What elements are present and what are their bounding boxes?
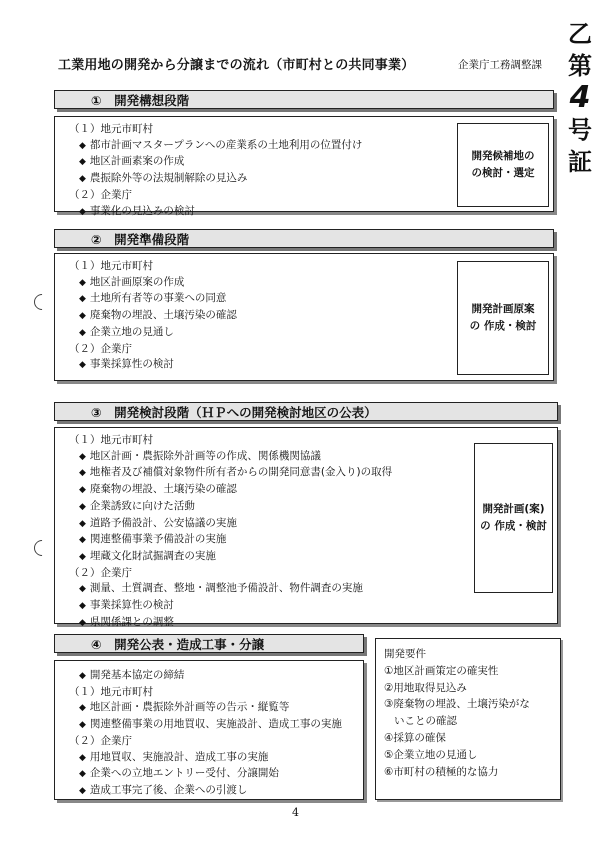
department-name: 企業庁工務調整課: [458, 59, 542, 71]
stage-1-content: [65, 122, 362, 220]
bullet-item: [65, 204, 362, 221]
bullet-text: 地区計画・農振除外計画等の告示・縦覧等: [89, 701, 290, 714]
bullet-text: 都市計画マスタープランへの産業系の土地利用の位置付け: [89, 138, 363, 151]
stage-2-box: [54, 253, 554, 381]
bullet-item: [65, 308, 237, 325]
bullet-text: 県関係課との調整: [89, 615, 174, 628]
diamond-bullet-icon: ◆: [79, 174, 86, 185]
requirements-list: [384, 646, 530, 780]
bullet-item: [65, 171, 362, 188]
bullet-item: [65, 291, 237, 308]
diamond-bullet-icon: ◆: [79, 140, 86, 151]
bullet-item: [65, 465, 392, 482]
stage-4-header: ④ 開発公表・造成工事・分譲: [54, 634, 364, 653]
page-title: 工業用地の開発から分譲までの流れ（市町村との共同事業）: [58, 58, 415, 73]
bullet-text: 埋蔵文化財試掘調査の実施: [89, 549, 216, 562]
bullet-item: [65, 357, 237, 374]
bullet-item: [65, 325, 237, 342]
bullet-text: 事業採算性の検討: [89, 599, 174, 612]
diamond-bullet-icon: ◆: [79, 671, 86, 681]
exhibit-number: 4: [569, 80, 591, 115]
summary-line: 開発計画(案): [482, 503, 545, 515]
bullet-item: [65, 581, 392, 598]
subsection-heading: （１）地元市町村: [69, 685, 153, 698]
requirement-item: ①地区計画策定の確実性: [384, 664, 499, 677]
bullet-item: [65, 766, 342, 783]
stage-4-content: [65, 668, 342, 800]
stage-3-header: ③ 開発検討段階（ＨＰへの開発検討地区の公表）: [54, 402, 558, 421]
bullet-text: 企業誘致に向けた活動: [89, 499, 195, 512]
summary-line: の検討・選定: [471, 167, 535, 179]
diamond-bullet-icon: ◆: [79, 752, 86, 763]
punch-hole-mark: [31, 537, 54, 560]
stage-3-summary-box: [474, 443, 553, 593]
exhibit-char: 乙: [568, 19, 592, 48]
stage-2-content: [65, 259, 237, 374]
bullet-text: 農振除外等の法規制解除の見込み: [89, 172, 248, 185]
diamond-bullet-icon: ◆: [79, 206, 86, 217]
stage-1-summary-box: [457, 123, 549, 207]
bullet-text: 道路予備設計、公安協議の実施: [89, 516, 237, 529]
summary-line: 開発候補地の: [471, 150, 535, 162]
bullet-text: 企業への立地エントリー受付、分譲開始: [89, 767, 279, 780]
punch-hole-mark: [31, 291, 54, 314]
diamond-bullet-icon: ◆: [79, 485, 86, 496]
development-requirements-box: [375, 638, 561, 800]
diamond-bullet-icon: ◆: [79, 535, 86, 546]
bullet-item: [65, 449, 392, 466]
diamond-bullet-icon: ◆: [79, 468, 86, 479]
subsection-heading: （１）地元市町村: [69, 123, 153, 135]
bullet-item: [65, 275, 237, 292]
stage-3-content: [65, 433, 392, 631]
bullet-text: 事業化の見込みの検討: [89, 204, 195, 217]
bullet-item: [65, 598, 392, 615]
diamond-bullet-icon: ◆: [79, 518, 86, 529]
bullet-item: [65, 615, 392, 632]
stage-3-box: [54, 427, 558, 628]
bullet-item: [65, 154, 362, 171]
bullet-item: [65, 516, 392, 533]
bullet-item: [65, 668, 342, 685]
diamond-bullet-icon: ◆: [79, 617, 86, 628]
subsection-heading: （２）企業庁: [69, 566, 132, 579]
requirements-title: 開発要件: [384, 648, 426, 660]
stage-4-box: [54, 660, 364, 800]
requirement-item: ③廃棄物の埋設、土壌汚染がな: [384, 698, 530, 711]
exhibit-stamp: [560, 18, 600, 178]
requirement-item: ⑥市町村の積極的な協力: [384, 765, 499, 778]
bullet-text: 測量、土質調査、整地・調整池予備設計、物件調査の実施: [89, 582, 363, 595]
bullet-text: 土地所有者等の事業への同意: [89, 292, 227, 305]
diamond-bullet-icon: ◆: [79, 551, 86, 562]
diamond-bullet-icon: ◆: [79, 703, 86, 714]
diamond-bullet-icon: ◆: [79, 360, 86, 371]
subsection-heading: （２）企業庁: [69, 188, 132, 201]
summary-line: の 作成・検討: [480, 520, 547, 532]
bullet-text: 地権者及び補償対象物件所有者からの開発同意書(金入り)の取得: [89, 466, 393, 479]
diamond-bullet-icon: ◆: [79, 501, 86, 512]
requirement-item: ④採算の確保: [384, 731, 446, 744]
subsection-heading: （２）企業庁: [69, 342, 132, 355]
bullet-item: [65, 499, 392, 516]
diamond-bullet-icon: ◆: [79, 451, 86, 462]
bullet-item: [65, 532, 392, 549]
bullet-text: 用地買収、実施設計、造成工事の実施: [89, 750, 269, 763]
bullet-text: 造成工事完了後、企業への引渡し: [89, 783, 248, 796]
bullet-text: 地区計画・農振除外計画等の作成、関係機関協議: [89, 449, 321, 462]
diamond-bullet-icon: ◆: [79, 277, 86, 288]
diamond-bullet-icon: ◆: [79, 327, 86, 338]
bullet-item: [65, 750, 342, 767]
exhibit-char: 証: [568, 147, 592, 176]
summary-line: 開発計画原案: [471, 303, 535, 315]
bullet-text: 開発基本協定の締結: [89, 669, 185, 681]
exhibit-char: 号: [568, 115, 592, 144]
bullet-text: 廃棄物の埋設、土壌汚染の確認: [89, 309, 237, 322]
stage-2-summary-box: [457, 261, 549, 375]
subsection-heading: （２）企業庁: [69, 734, 132, 747]
bullet-text: 企業立地の見通し: [89, 325, 174, 338]
bullet-item: [65, 700, 342, 717]
bullet-item: [65, 783, 342, 800]
diamond-bullet-icon: ◆: [79, 294, 86, 305]
bullet-text: 地区計画原案の作成: [89, 275, 185, 288]
diamond-bullet-icon: ◆: [79, 601, 86, 612]
stage-1-box: [54, 116, 554, 217]
diamond-bullet-icon: ◆: [79, 311, 86, 322]
bullet-item: [65, 138, 362, 155]
diamond-bullet-icon: ◆: [79, 785, 86, 796]
page-number: 4: [292, 806, 299, 819]
requirement-item-continued: いことの確認: [394, 715, 457, 728]
bullet-text: 事業採算性の検討: [89, 358, 174, 371]
bullet-item: [65, 717, 342, 734]
subsection-heading: （１）地元市町村: [69, 434, 153, 446]
diamond-bullet-icon: ◆: [79, 584, 86, 595]
stage-2-header: ② 開発準備段階: [54, 229, 554, 248]
requirement-item: ⑤企業立地の見通し: [384, 748, 478, 761]
bullet-text: 関連整備事業予備設計の実施: [89, 533, 227, 546]
bullet-text: 関連整備事業の用地買収、実施設計、造成工事の実施: [89, 718, 342, 731]
diamond-bullet-icon: ◆: [79, 157, 86, 168]
subsection-heading: （１）地元市町村: [69, 260, 153, 272]
requirement-item: ②用地取得見込み: [384, 681, 467, 694]
diamond-bullet-icon: ◆: [79, 769, 86, 780]
summary-line: の 作成・検討: [469, 320, 537, 332]
diamond-bullet-icon: ◆: [79, 720, 86, 731]
stage-1-header: ① 開発構想段階: [54, 90, 554, 109]
bullet-text: 地区計画素案の作成: [89, 155, 185, 168]
exhibit-char: 第: [568, 51, 592, 80]
bullet-item: [65, 549, 392, 566]
bullet-text: 廃棄物の埋設、土壌汚染の確認: [89, 483, 237, 496]
bullet-item: [65, 482, 392, 499]
